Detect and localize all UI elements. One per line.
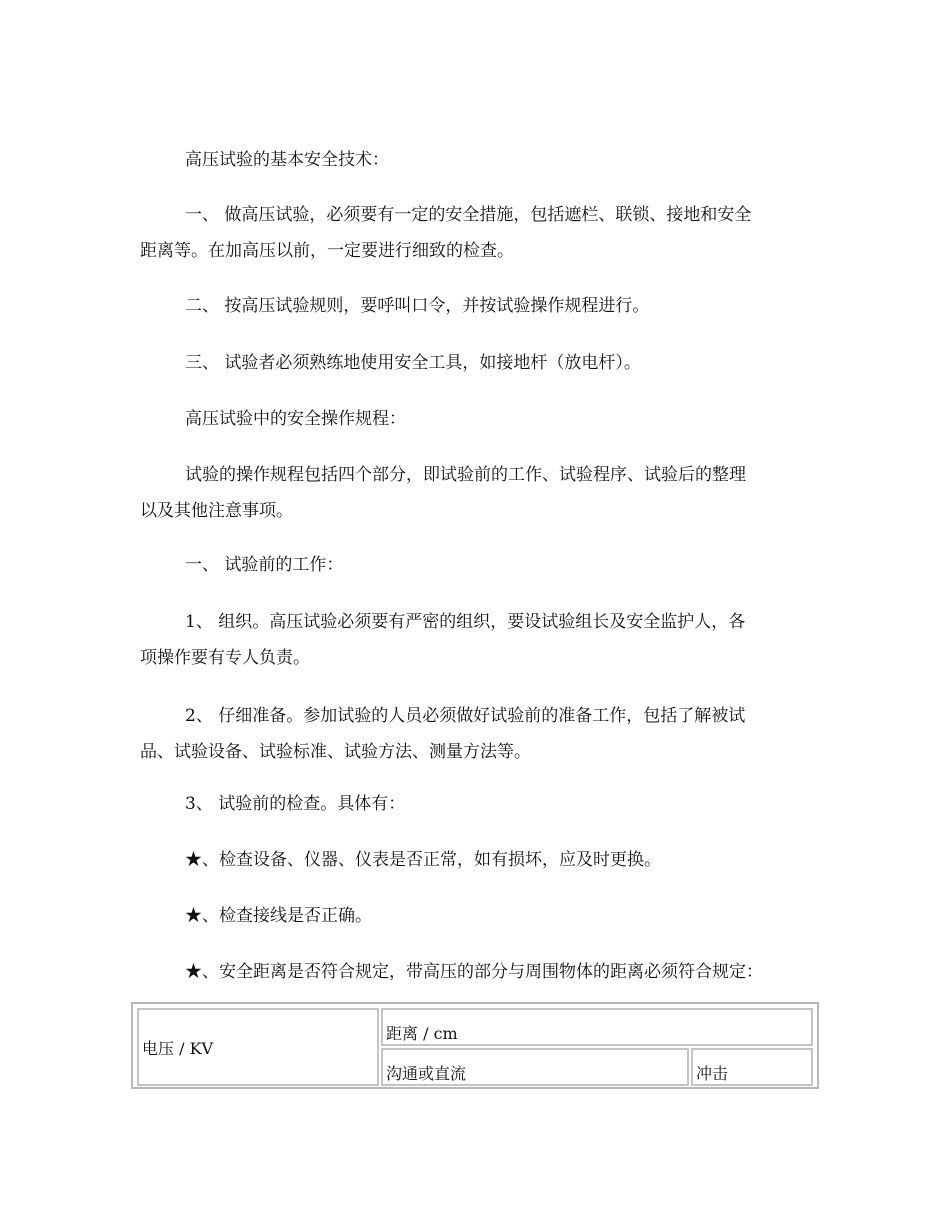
pre-item-2: [140, 698, 812, 770]
pre-item-1: [140, 604, 812, 676]
text-line: 一、 试验前的工作：: [185, 555, 344, 575]
distance-header-cell: 距离 / cm: [381, 1008, 813, 1046]
text-line: 2、 仔细准备。参加试验的人员必须做好试验前的准备工作，包括了解被试: [185, 706, 746, 726]
impulse-header-cell: 冲击: [691, 1048, 813, 1086]
basic-item-3: [140, 345, 812, 381]
text-line: ★、安全距离是否符合规定，带高压的部分与周围物体的距离必须符合规定：: [185, 962, 763, 982]
check-item-1: [140, 842, 812, 878]
procedure-intro: [140, 457, 812, 529]
text-line: 试验的操作规程包括四个部分，即试验前的工作、试验程序、试验后的整理: [185, 465, 746, 485]
distance-table: [135, 1006, 815, 1088]
heading-basic-safety: [140, 142, 812, 178]
basic-item-2: [140, 288, 812, 324]
text-line: ★、检查设备、仪器、仪表是否正常，如有损坏，应及时更换。: [185, 850, 661, 870]
heading-safety-procedure: [140, 401, 812, 437]
text-line: 3、 试验前的检查。具体有：: [185, 794, 406, 814]
voltage-header-cell: 电压 / KV: [137, 1008, 379, 1086]
distance-table-frame: [131, 1002, 819, 1089]
text-line: 三、 试验者必须熟练地使用安全工具，如接地杆（放电杆）。: [185, 353, 641, 373]
basic-item-1: [140, 197, 812, 269]
text-line: 项操作要有专人负责。: [140, 648, 310, 668]
text-line: ★、检查接线是否正确。: [185, 906, 372, 926]
table-row: [137, 1008, 813, 1046]
text-line: 一、 做高压试验，必须要有一定的安全措施，包括遮栏、联锁、接地和安全: [185, 205, 752, 225]
text-line: 距离等。在加高压以前，一定要进行细致的检查。: [140, 241, 514, 261]
pre-item-3: [140, 786, 812, 822]
text-line: 品、试验设备、试验标准、试验方法、测量方法等。: [140, 742, 531, 762]
ac-dc-header-cell: 沟通或直流: [381, 1048, 689, 1086]
check-item-3: [140, 954, 812, 990]
text-line: 二、 按高压试验规则，要呼叫口令，并按试验操作规程进行。: [185, 296, 650, 316]
text-line: 高压试验的基本安全技术：: [185, 150, 389, 170]
text-line: 1、 组织。高压试验必须要有严密的组织，要设试验组长及安全监护人，各: [185, 612, 746, 632]
text-line: 高压试验中的安全操作规程：: [185, 409, 406, 429]
check-item-2: [140, 898, 812, 934]
text-line: 以及其他注意事项。: [140, 501, 293, 521]
pre-test-work-heading: [140, 547, 812, 583]
